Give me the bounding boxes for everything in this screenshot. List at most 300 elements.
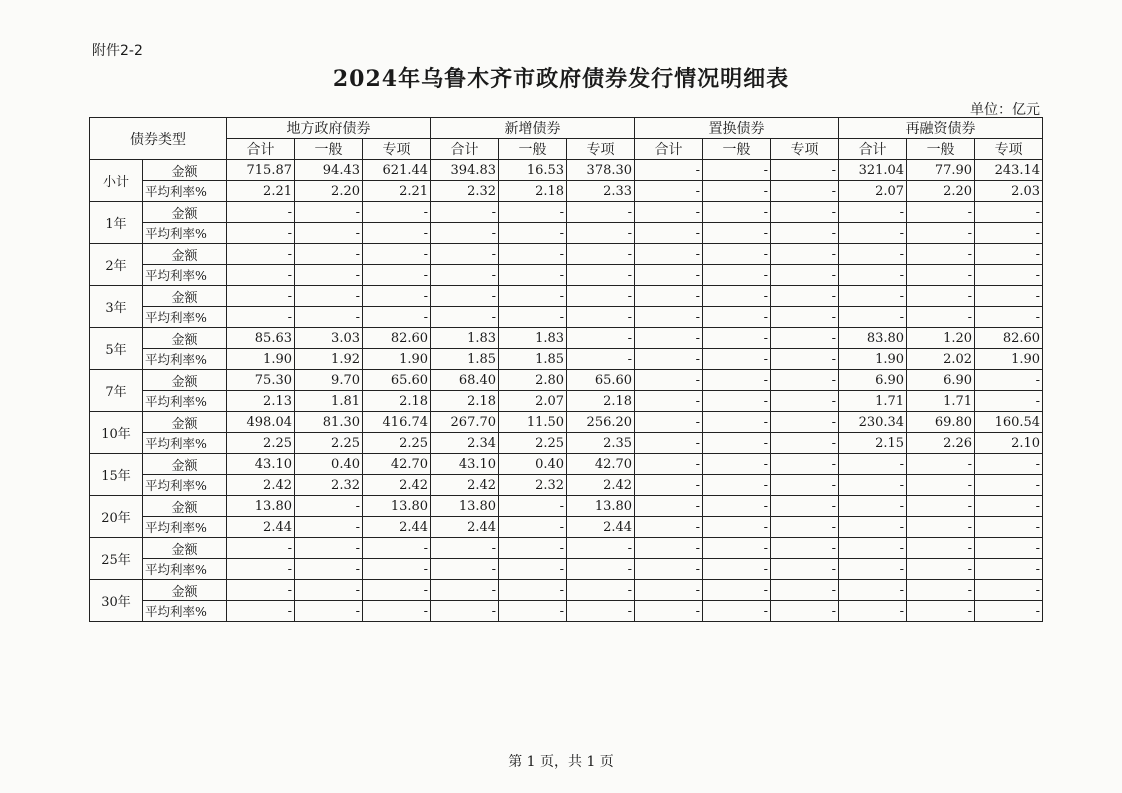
term-label: 20年	[90, 496, 143, 538]
rate-cell: -	[703, 265, 771, 286]
amount-cell: 1.83	[431, 328, 499, 349]
amount-cell: -	[295, 244, 363, 265]
rate-cell: -	[703, 181, 771, 202]
rate-cell: -	[567, 265, 635, 286]
amount-cell: 2.80	[499, 370, 567, 391]
term-label: 25年	[90, 538, 143, 580]
rate-cell: -	[363, 265, 431, 286]
header-sub-special: 专项	[975, 139, 1043, 160]
amount-cell: 43.10	[227, 454, 295, 475]
amount-cell: -	[975, 202, 1043, 223]
table-row-amount	[90, 412, 1043, 433]
header-group-replacement: 置换债券	[635, 118, 839, 139]
rate-cell: 2.26	[907, 433, 975, 454]
amount-cell: -	[703, 202, 771, 223]
rate-cell: -	[499, 223, 567, 244]
metric-amount-label: 金额	[143, 496, 227, 517]
rate-cell: -	[295, 307, 363, 328]
rate-cell: -	[703, 475, 771, 496]
rate-cell: -	[567, 349, 635, 370]
rate-cell: 2.18	[499, 181, 567, 202]
amount-cell: -	[839, 496, 907, 517]
header-bond-type: 债券类型	[90, 118, 227, 160]
header-group-refinancing: 再融资债券	[839, 118, 1043, 139]
table-row-amount	[90, 328, 1043, 349]
amount-cell: -	[635, 454, 703, 475]
rate-cell: -	[907, 559, 975, 580]
rate-cell: -	[635, 559, 703, 580]
rate-cell: -	[635, 601, 703, 622]
rate-cell: -	[227, 559, 295, 580]
metric-amount-label: 金额	[143, 538, 227, 559]
amount-cell: -	[907, 244, 975, 265]
rate-cell: -	[227, 265, 295, 286]
rate-cell: -	[839, 517, 907, 538]
rate-cell: 2.21	[363, 181, 431, 202]
amount-cell: -	[499, 580, 567, 601]
rate-cell: -	[499, 601, 567, 622]
page-title: 2024年乌鲁木齐市政府债券发行情况明细表	[332, 66, 790, 92]
amount-cell: -	[635, 370, 703, 391]
table-row-rate	[90, 517, 1043, 538]
amount-cell: -	[635, 160, 703, 181]
rate-cell: -	[499, 265, 567, 286]
amount-cell: 160.54	[975, 412, 1043, 433]
metric-rate-label: 平均利率%	[143, 559, 227, 580]
header-sub-total: 合计	[635, 139, 703, 160]
rate-cell: 2.33	[567, 181, 635, 202]
rate-cell: -	[295, 601, 363, 622]
amount-cell: -	[431, 244, 499, 265]
amount-cell: -	[839, 580, 907, 601]
amount-cell: -	[907, 496, 975, 517]
rate-cell: -	[295, 265, 363, 286]
amount-cell: -	[703, 580, 771, 601]
amount-cell: -	[295, 286, 363, 307]
rate-cell: -	[635, 433, 703, 454]
amount-cell: -	[907, 286, 975, 307]
amount-cell: -	[635, 412, 703, 433]
rate-cell: 2.44	[567, 517, 635, 538]
amount-cell: -	[703, 412, 771, 433]
amount-cell: -	[567, 538, 635, 559]
rate-cell: -	[567, 223, 635, 244]
amount-cell: 83.80	[839, 328, 907, 349]
amount-cell: 75.30	[227, 370, 295, 391]
rate-cell: -	[907, 265, 975, 286]
amount-cell: -	[703, 160, 771, 181]
metric-amount-label: 金额	[143, 580, 227, 601]
amount-cell: 81.30	[295, 412, 363, 433]
metric-rate-label: 平均利率%	[143, 433, 227, 454]
amount-cell: -	[771, 370, 839, 391]
rate-cell: -	[975, 517, 1043, 538]
table-row-amount	[90, 538, 1043, 559]
amount-cell: 65.60	[363, 370, 431, 391]
rate-cell: 2.15	[839, 433, 907, 454]
table-row-rate	[90, 265, 1043, 286]
rate-cell: -	[975, 601, 1043, 622]
amount-cell: -	[839, 454, 907, 475]
rate-cell: -	[703, 559, 771, 580]
amount-cell: -	[295, 580, 363, 601]
term-label: 15年	[90, 454, 143, 496]
term-label: 3年	[90, 286, 143, 328]
rate-cell: 2.25	[227, 433, 295, 454]
table-row-rate	[90, 391, 1043, 412]
amount-cell: 85.63	[227, 328, 295, 349]
rate-cell: -	[771, 223, 839, 244]
rate-cell: -	[771, 601, 839, 622]
metric-amount-label: 金额	[143, 328, 227, 349]
rate-cell: 1.90	[839, 349, 907, 370]
rate-cell: 1.90	[363, 349, 431, 370]
amount-cell: 498.04	[227, 412, 295, 433]
amount-cell: -	[975, 370, 1043, 391]
term-label: 7年	[90, 370, 143, 412]
rate-cell: -	[975, 391, 1043, 412]
amount-cell: -	[975, 538, 1043, 559]
rate-cell: 2.07	[499, 391, 567, 412]
amount-cell: -	[635, 244, 703, 265]
amount-cell: 13.80	[363, 496, 431, 517]
rate-cell: 2.10	[975, 433, 1043, 454]
table-row-rate	[90, 307, 1043, 328]
amount-cell: -	[703, 286, 771, 307]
amount-cell: -	[975, 454, 1043, 475]
rate-cell: -	[703, 391, 771, 412]
rate-cell: 2.44	[431, 517, 499, 538]
amount-cell: -	[227, 538, 295, 559]
rate-cell: -	[295, 517, 363, 538]
amount-cell: -	[703, 370, 771, 391]
amount-cell: -	[567, 202, 635, 223]
amount-cell: 6.90	[907, 370, 975, 391]
amount-cell: -	[907, 454, 975, 475]
rate-cell: 2.20	[907, 181, 975, 202]
amount-cell: -	[567, 328, 635, 349]
rate-cell: -	[907, 475, 975, 496]
term-label: 30年	[90, 580, 143, 622]
rate-cell: -	[771, 559, 839, 580]
amount-cell: 43.10	[431, 454, 499, 475]
amount-cell: 0.40	[499, 454, 567, 475]
amount-cell: 82.60	[363, 328, 431, 349]
header-sub-special: 专项	[567, 139, 635, 160]
amount-cell: -	[771, 496, 839, 517]
table-row-amount	[90, 370, 1043, 391]
amount-cell: -	[839, 202, 907, 223]
table-row-amount	[90, 244, 1043, 265]
rate-cell: -	[839, 265, 907, 286]
amount-cell: 6.90	[839, 370, 907, 391]
amount-cell: 394.83	[431, 160, 499, 181]
rate-cell: -	[703, 349, 771, 370]
metric-amount-label: 金额	[143, 160, 227, 181]
header-sub-special: 专项	[771, 139, 839, 160]
rate-cell: 2.18	[431, 391, 499, 412]
rate-cell: -	[635, 307, 703, 328]
rate-cell: 2.34	[431, 433, 499, 454]
amount-cell: 94.43	[295, 160, 363, 181]
metric-rate-label: 平均利率%	[143, 517, 227, 538]
metric-amount-label: 金额	[143, 286, 227, 307]
amount-cell: 69.80	[907, 412, 975, 433]
rate-cell: -	[567, 307, 635, 328]
amount-cell: -	[227, 580, 295, 601]
amount-cell: 3.03	[295, 328, 363, 349]
amount-cell: -	[771, 454, 839, 475]
rate-cell: 2.25	[295, 433, 363, 454]
metric-rate-label: 平均利率%	[143, 391, 227, 412]
amount-cell: -	[295, 202, 363, 223]
amount-cell: -	[499, 538, 567, 559]
amount-cell: 68.40	[431, 370, 499, 391]
amount-cell: -	[363, 580, 431, 601]
amount-cell: -	[975, 244, 1043, 265]
amount-cell: 1.83	[499, 328, 567, 349]
rate-cell: -	[771, 307, 839, 328]
amount-cell: -	[567, 286, 635, 307]
rate-cell: -	[227, 223, 295, 244]
amount-cell: -	[771, 580, 839, 601]
rate-cell: -	[635, 181, 703, 202]
amount-cell: -	[703, 538, 771, 559]
rate-cell: -	[431, 307, 499, 328]
rate-cell: -	[907, 223, 975, 244]
rate-cell: -	[227, 601, 295, 622]
table-row-rate	[90, 223, 1043, 244]
rate-cell: 2.35	[567, 433, 635, 454]
metric-rate-label: 平均利率%	[143, 601, 227, 622]
amount-cell: -	[635, 496, 703, 517]
rate-cell: -	[431, 223, 499, 244]
metric-amount-label: 金额	[143, 412, 227, 433]
rate-cell: 2.44	[363, 517, 431, 538]
header-sub-general: 一般	[907, 139, 975, 160]
amount-cell: 243.14	[975, 160, 1043, 181]
metric-amount-label: 金额	[143, 202, 227, 223]
rate-cell: 2.21	[227, 181, 295, 202]
rate-cell: -	[703, 223, 771, 244]
amount-cell: -	[363, 286, 431, 307]
rate-cell: 2.02	[907, 349, 975, 370]
rate-cell: 2.20	[295, 181, 363, 202]
rate-cell: -	[635, 223, 703, 244]
amount-cell: -	[771, 286, 839, 307]
header-sub-general: 一般	[703, 139, 771, 160]
amount-cell: -	[499, 202, 567, 223]
amount-cell: 42.70	[567, 454, 635, 475]
rate-cell: -	[975, 559, 1043, 580]
header-group-new: 新增债券	[431, 118, 635, 139]
amount-cell: 11.50	[499, 412, 567, 433]
rate-cell: 2.42	[567, 475, 635, 496]
amount-cell: -	[839, 538, 907, 559]
amount-cell: -	[635, 538, 703, 559]
amount-cell: -	[703, 496, 771, 517]
amount-cell: 13.80	[227, 496, 295, 517]
term-label: 10年	[90, 412, 143, 454]
table-row-amount	[90, 454, 1043, 475]
amount-cell: -	[771, 160, 839, 181]
rate-cell: 2.18	[363, 391, 431, 412]
rate-cell: 2.18	[567, 391, 635, 412]
amount-cell: 13.80	[431, 496, 499, 517]
rate-cell: 2.44	[227, 517, 295, 538]
metric-rate-label: 平均利率%	[143, 181, 227, 202]
amount-cell: -	[227, 244, 295, 265]
rate-cell: -	[975, 265, 1043, 286]
rate-cell: -	[771, 433, 839, 454]
rate-cell: -	[771, 265, 839, 286]
amount-cell: -	[499, 286, 567, 307]
amount-cell: -	[771, 244, 839, 265]
table-row-rate	[90, 601, 1043, 622]
table-row-rate	[90, 433, 1043, 454]
amount-cell: -	[227, 202, 295, 223]
amount-cell: -	[635, 580, 703, 601]
rate-cell: -	[839, 223, 907, 244]
table-row-rate	[90, 559, 1043, 580]
amount-cell: -	[771, 202, 839, 223]
rate-cell: 1.81	[295, 391, 363, 412]
rate-cell: -	[363, 559, 431, 580]
rate-cell: 2.03	[975, 181, 1043, 202]
rate-cell: -	[295, 559, 363, 580]
metric-rate-label: 平均利率%	[143, 307, 227, 328]
rate-cell: -	[567, 601, 635, 622]
amount-cell: 621.44	[363, 160, 431, 181]
table-row-amount	[90, 286, 1043, 307]
amount-cell: -	[703, 244, 771, 265]
amount-cell: 256.20	[567, 412, 635, 433]
rate-cell: 1.92	[295, 349, 363, 370]
metric-amount-label: 金额	[143, 244, 227, 265]
rate-cell: 2.32	[499, 475, 567, 496]
table-row-amount	[90, 580, 1043, 601]
amount-cell: 321.04	[839, 160, 907, 181]
metric-rate-label: 平均利率%	[143, 265, 227, 286]
rate-cell: 1.71	[907, 391, 975, 412]
rate-cell: 2.42	[227, 475, 295, 496]
rate-cell: -	[703, 601, 771, 622]
amount-cell: -	[703, 454, 771, 475]
rate-cell: -	[295, 223, 363, 244]
header-sub-total: 合计	[431, 139, 499, 160]
amount-cell: -	[975, 496, 1043, 517]
rate-cell: -	[635, 517, 703, 538]
amount-cell: -	[907, 580, 975, 601]
rate-cell: -	[635, 475, 703, 496]
amount-cell: -	[499, 496, 567, 517]
header-subrow	[90, 139, 1043, 160]
amount-cell: -	[567, 580, 635, 601]
unit-label: 单位：亿元	[970, 102, 1040, 118]
amount-cell: -	[839, 286, 907, 307]
header-sub-total: 合计	[227, 139, 295, 160]
amount-cell: -	[567, 244, 635, 265]
rate-cell: -	[975, 307, 1043, 328]
metric-rate-label: 平均利率%	[143, 223, 227, 244]
rate-cell: 2.42	[363, 475, 431, 496]
bond-issuance-table	[89, 117, 1043, 622]
metric-rate-label: 平均利率%	[143, 475, 227, 496]
term-label: 小计	[90, 160, 143, 202]
amount-cell: 230.34	[839, 412, 907, 433]
amount-cell: -	[363, 538, 431, 559]
table-row-rate	[90, 475, 1043, 496]
amount-cell: 65.60	[567, 370, 635, 391]
rate-cell: -	[499, 517, 567, 538]
amount-cell: -	[431, 202, 499, 223]
amount-cell: -	[431, 538, 499, 559]
amount-cell: 13.80	[567, 496, 635, 517]
rate-cell: -	[907, 601, 975, 622]
rate-cell: -	[975, 475, 1043, 496]
amount-cell: -	[975, 580, 1043, 601]
amount-cell: -	[839, 244, 907, 265]
amount-cell: -	[635, 286, 703, 307]
term-label: 2年	[90, 244, 143, 286]
table-row-rate	[90, 349, 1043, 370]
rate-cell: -	[363, 601, 431, 622]
rate-cell: 2.25	[499, 433, 567, 454]
rate-cell: 2.07	[839, 181, 907, 202]
rate-cell: -	[703, 517, 771, 538]
rate-cell: 2.32	[295, 475, 363, 496]
rate-cell: -	[431, 559, 499, 580]
amount-cell: -	[635, 328, 703, 349]
amount-cell: 416.74	[363, 412, 431, 433]
term-label: 1年	[90, 202, 143, 244]
table-row-amount	[90, 496, 1043, 517]
rate-cell: 2.42	[431, 475, 499, 496]
rate-cell: 2.13	[227, 391, 295, 412]
amount-cell: 715.87	[227, 160, 295, 181]
page-footer: 第 1 页，共 1 页	[508, 754, 614, 770]
rate-cell: -	[839, 307, 907, 328]
term-label: 5年	[90, 328, 143, 370]
header-sub-special: 专项	[363, 139, 431, 160]
amount-cell: -	[499, 244, 567, 265]
amount-cell: -	[295, 496, 363, 517]
header-sub-general: 一般	[295, 139, 363, 160]
rate-cell: -	[363, 307, 431, 328]
rate-cell: -	[635, 391, 703, 412]
metric-amount-label: 金额	[143, 370, 227, 391]
table-row-rate	[90, 181, 1043, 202]
rate-cell: -	[635, 265, 703, 286]
table-body	[90, 160, 1043, 622]
rate-cell: 1.85	[499, 349, 567, 370]
amount-cell: -	[907, 202, 975, 223]
rate-cell: -	[771, 181, 839, 202]
rate-cell: -	[907, 517, 975, 538]
header-sub-general: 一般	[499, 139, 567, 160]
amount-cell: -	[635, 202, 703, 223]
amount-cell: -	[295, 538, 363, 559]
rate-cell: -	[703, 433, 771, 454]
rate-cell: -	[839, 475, 907, 496]
rate-cell: -	[499, 559, 567, 580]
amount-cell: -	[907, 538, 975, 559]
table-row-amount	[90, 202, 1043, 223]
amount-cell: -	[227, 286, 295, 307]
rate-cell: -	[635, 349, 703, 370]
amount-cell: -	[703, 328, 771, 349]
table-row-amount	[90, 160, 1043, 181]
